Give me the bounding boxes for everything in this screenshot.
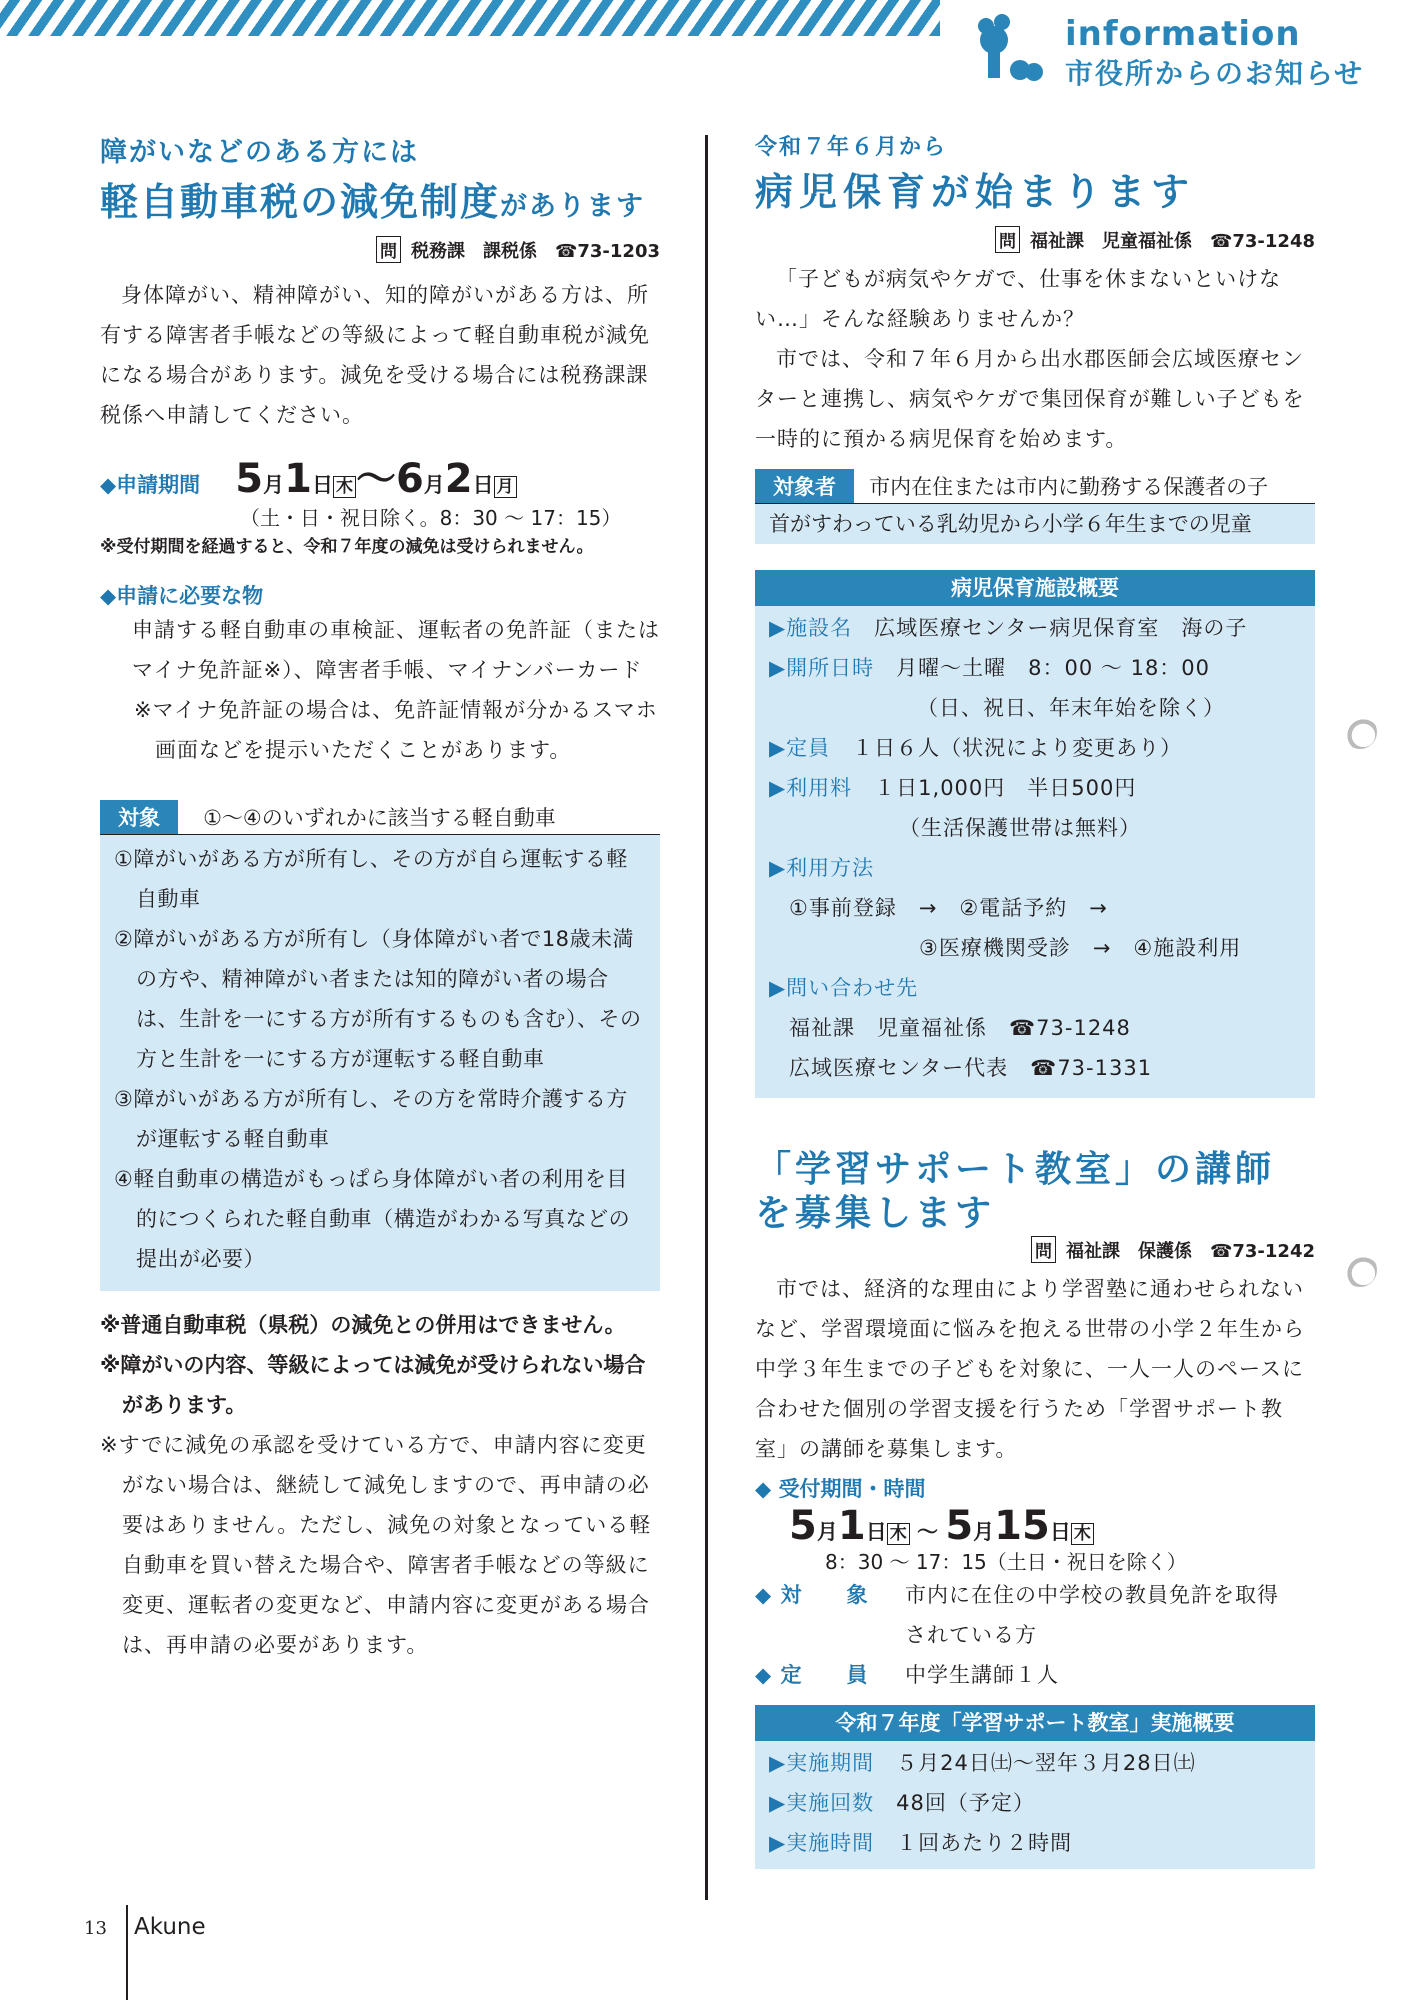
day-char: 日 — [1049, 1520, 1071, 1544]
summary-list — [755, 1741, 1315, 1869]
right2-target-row — [755, 1575, 1315, 1615]
facility-label: ▶利用料 — [769, 776, 853, 800]
punch-hole-icon — [1343, 1253, 1377, 1287]
right2-cap: 中学生講師１人 — [905, 1663, 1059, 1687]
facility-name: 広域医療センター病児保育室 海の子 — [874, 616, 1248, 640]
summary-box — [755, 1705, 1315, 1869]
month-char: 月 — [263, 473, 285, 497]
publication-name: Akune — [134, 1914, 206, 1940]
right1-subtitle: 令和７年６月から — [755, 135, 948, 160]
right2-title: 「学習サポート教室」の講師 — [755, 1149, 1276, 1190]
facility-box — [755, 570, 1315, 1098]
weekday-box: 木 — [887, 1523, 910, 1545]
facility-open: 月曜～土曜 8：00 ～ 18：00 — [896, 656, 1211, 680]
period-exclusion: （土・日・祝日除く。8：30 ～ 17：15） — [240, 506, 622, 530]
weekday-box: 木 — [333, 476, 356, 498]
right2-target: 市内に在住の中学校の教員免許を取得 — [905, 1583, 1279, 1607]
right2-cap-row — [755, 1655, 1315, 1695]
right2-time: 8：30 ～ 17：15（土日・祝日を除く） — [825, 1550, 1187, 1574]
needs-label: ◆申請に必要な物 — [100, 584, 264, 608]
contact-tel: ☎73-1242 — [1209, 1241, 1315, 1262]
target-header — [100, 800, 660, 835]
header-stripes — [0, 0, 940, 36]
period-row — [100, 447, 660, 504]
ask-mark: 問 — [995, 226, 1020, 253]
day-char: 日 — [311, 473, 333, 497]
target-item: ③障がいがある方が所有し、その方を常時介護する方が運転する軽自動車 — [114, 1087, 628, 1151]
facility-ask: 福祉課 児童福祉係 ☎73-1248 — [789, 1016, 1131, 1040]
right2-intro: 市では、経済的な理由により学習塾に通わせられないなど、学習環境面に悩みを抱える世帯の小学２年生から中学３年生までの子どもを対象に、一人一人のペースに合わせた個別の学習支援を行うため「学習サポート教室」の講師を募集します。 — [755, 1277, 1305, 1461]
right2-cap-label: ◆ 定 員 — [755, 1663, 869, 1687]
target-item: ④軽自動車の構造がもっぱら身体障がい者の利用を目的につくられた軽自動車（構造がわかる写真などの提出が必要） — [114, 1167, 631, 1271]
day-char: 日 — [472, 473, 494, 497]
facility-label: ▶開所日時 — [769, 656, 875, 680]
period-month1: 5 — [235, 456, 264, 502]
period-day1: 1 — [837, 1503, 866, 1549]
right1-target-header — [755, 469, 1315, 504]
right-article-1 — [755, 130, 1315, 1098]
left-subtitle: 障がいなどのある方には — [100, 137, 419, 168]
contact-tel: ☎73-1248 — [1209, 231, 1315, 252]
note-item: ※普通自動車税（県税）の減免との併用はできません。 — [100, 1313, 626, 1337]
contact-dept: 福祉課 保護係 — [1065, 1241, 1192, 1262]
contact-dept: 福祉課 児童福祉係 — [1029, 231, 1192, 252]
summary-period: ５月24日㈯～翌年３月28日㈯ — [896, 1751, 1196, 1775]
ask-mark: 問 — [1031, 1236, 1056, 1263]
right2-title: を募集します — [755, 1193, 996, 1234]
facility-label: ▶施設名 — [769, 616, 853, 640]
facility-label: ▶定員 — [769, 736, 831, 760]
day-char: 日 — [865, 1520, 887, 1544]
right2-period-label: ◆ 受付期間・時間 — [755, 1477, 926, 1501]
ask-mark: 問 — [376, 236, 401, 263]
right1-p2: 市では、令和７年６月から出水郡医師会広域医療センターと連携し、病気やケガで集団保育が難しい子どもを一時的に預かる病児保育を始めます。 — [755, 347, 1305, 451]
target-tag: 対象者 — [755, 469, 854, 503]
header-information: information — [1065, 14, 1301, 54]
left-article — [100, 130, 660, 1665]
facility-bar: 病児保育施設概要 — [755, 570, 1315, 606]
facility-how: ①事前登録 → ②電話予約 → — [789, 896, 1108, 920]
summary-label: ▶実施期間 — [769, 1751, 875, 1775]
target-desc: ①～④のいずれかに該当する軽自動車 — [203, 806, 556, 830]
left-title-tail: があります — [500, 191, 646, 222]
target-text: 市内在住または市内に勤務する保護者の子 — [869, 475, 1269, 499]
summary-label: ▶実施回数 — [769, 1791, 875, 1815]
summary-bar: 令和７年度「学習サポート教室」実施概要 — [755, 1705, 1315, 1741]
header-title-jp: 市役所からのお知らせ — [1065, 57, 1365, 90]
right2-period — [789, 1503, 1315, 1549]
period-month2: 5 — [945, 1503, 974, 1549]
facility-open-note: （日、祝日、年末年始を除く） — [917, 696, 1225, 720]
facility-list — [755, 606, 1315, 1098]
tilde: ～ — [355, 456, 396, 502]
needs-text: 申請する軽自動車の車検証、運転者の免許証（またはマイナ免許証※）、障害者手帳、マイナンバーカード — [132, 618, 660, 682]
weekday-box: 月 — [494, 476, 517, 498]
needs-note: ※マイナ免許証の場合は、免許証情報が分かるスマホ画面などを提示いただくことがあります。 — [134, 698, 658, 762]
facility-label: ▶問い合わせ先 — [769, 976, 919, 1000]
period-warning: ※受付期間を経過すると、令和７年度の減免は受けられません。 — [100, 537, 594, 557]
period-label: ◆申請期間 — [100, 473, 201, 497]
target-tag: 対象 — [100, 800, 178, 834]
right1-contact — [755, 226, 1315, 253]
left-intro: 身体障がい、精神障がい、知的障がいがある方は、所有する障害者手帳などの等級によって軽自動車税が減免になる場合があります。減免を受ける場合には税務課課税係へ申請してください。 — [100, 283, 650, 427]
facility-how: ③医療機関受診 → ④施設利用 — [919, 936, 1242, 960]
right-article-2 — [755, 1148, 1315, 1869]
month-char: 月 — [973, 1520, 995, 1544]
period-month1: 5 — [789, 1503, 817, 1549]
period-day1: 1 — [284, 456, 312, 502]
mascot-icon — [964, 12, 1054, 84]
right1-p1: 「子どもが病気やケガで、仕事を休まないといけない…」そんな経験ありませんか？ — [755, 267, 1282, 331]
right2-contact — [755, 1236, 1315, 1263]
period-day2: 2 — [444, 456, 473, 502]
summary-count: 48回（予定） — [896, 1791, 1035, 1815]
left-title-main: 軽自動車税の減免制度 — [100, 180, 501, 224]
facility-label: ▶利用方法 — [769, 856, 875, 880]
right1-title: 病児保育が始まります — [755, 170, 1196, 214]
contact-tel: ☎73-1203 — [554, 241, 660, 262]
note-item: ※障がいの内容、等級によっては減免が受けられない場合があります。 — [100, 1353, 646, 1417]
final-note: ※すでに減免の承認を受けている方で、申請内容に変更がない場合は、継続して減免しますので、再申請の必要はありません。ただし、減免の対象となっている軽自動車を買い替えた場合や、障害者手帳などの等級に変更、運転者の変更など、申請内容に変更がある場合は、再申請の必要があります。 — [100, 1433, 652, 1657]
summary-label: ▶実施時間 — [769, 1831, 875, 1855]
facility-fee-note: （生活保護世帯は無料） — [899, 816, 1141, 840]
summary-time: １回あたり２時間 — [896, 1831, 1073, 1855]
facility-capacity: １日６人（状況により変更あり） — [852, 736, 1183, 760]
period-month2: 6 — [395, 456, 424, 502]
target-list — [100, 835, 660, 1291]
right2-target: されている方 — [905, 1623, 1037, 1647]
page-number: 13 — [84, 1918, 107, 1939]
left-contact — [100, 236, 660, 263]
month-char: 月 — [423, 473, 445, 497]
period-day2: 15 — [994, 1503, 1050, 1549]
month-char: 月 — [816, 1520, 838, 1544]
target-item: ①障がいがある方が所有し、その方が自ら運転する軽自動車 — [114, 847, 628, 911]
column-divider — [705, 135, 708, 1900]
facility-fee: １日1,000円 半日500円 — [874, 776, 1137, 800]
right2-target-label: ◆ 対 象 — [755, 1583, 869, 1607]
contact-dept: 税務課 課税係 — [410, 241, 537, 262]
tilde: ～ — [917, 1520, 938, 1544]
target-text: 首がすわっている乳幼児から小学６年生までの児童 — [755, 504, 1315, 544]
weekday-box: 木 — [1071, 1523, 1094, 1545]
punch-hole-icon — [1343, 715, 1377, 749]
facility-ask: 広域医療センター代表 ☎73-1331 — [789, 1056, 1153, 1080]
target-item: ②障がいがある方が所有し（身体障がい者で18歳未満の方や、精神障がい者または知的障がい者の場合は、生計を一にする方が所有するものも含む）、その方と生計を一にする方が運転する軽自動車 — [114, 927, 642, 1071]
footer-divider — [126, 1905, 128, 2000]
